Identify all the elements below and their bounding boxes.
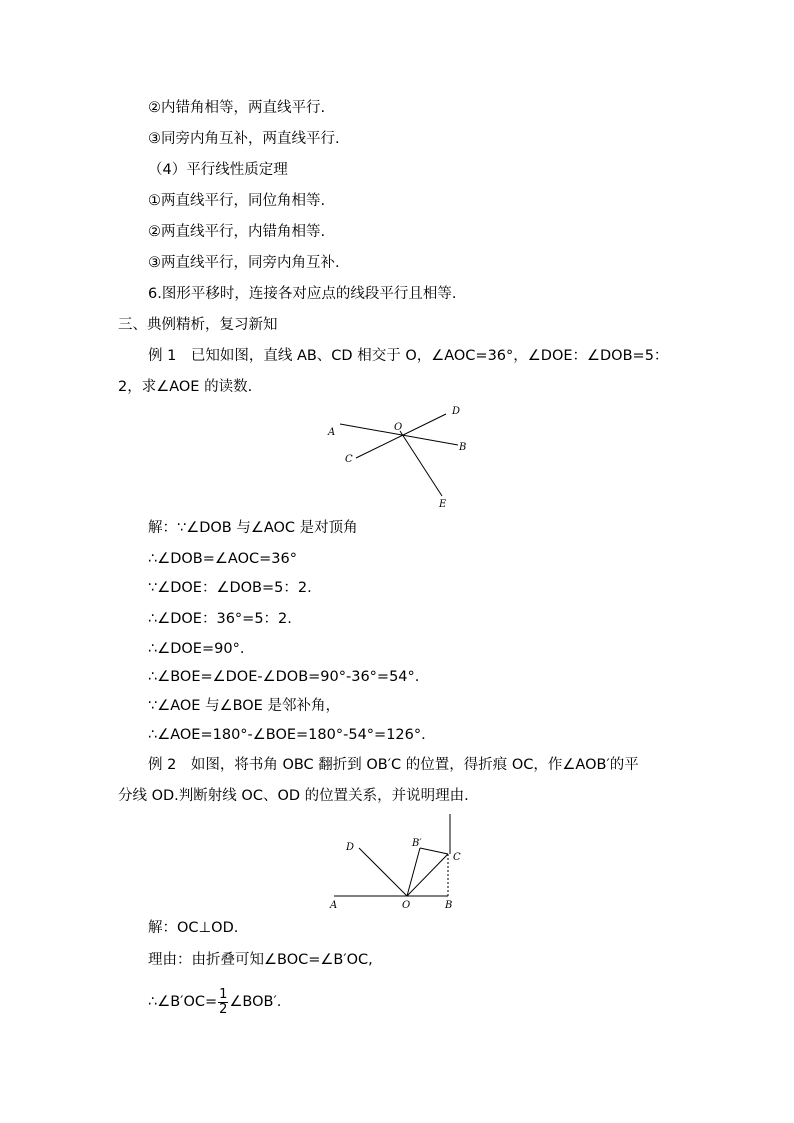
label-d: D [346,842,355,853]
fraction-one-half [218,988,228,1017]
fraction-prefix: ∴∠B′OC= [148,994,218,1010]
figure-1-intersecting-lines [320,400,480,515]
text-line: ③两直线平行，同旁内角互补. [148,255,340,271]
label-b: B [445,900,453,911]
solution-line: ∵∠AOE 与∠BOE 是邻补角， [148,698,340,714]
solution-line: ∴∠DOB=∠AOC=36° [148,551,297,567]
text-line: （4）平行线性质定理 [148,162,288,178]
solution-line: ∴∠DOE：36°=5：2. [148,611,292,627]
figure-2-folded-corner [320,810,480,915]
example-2-text: 分线 OD.判断射线 OC、OD 的位置关系，并说明理由. [118,788,469,804]
text-line: ②内错角相等，两直线平行. [148,100,326,116]
label-b: B [459,442,467,453]
example-1-text: 2，求∠AOE 的读数. [118,379,253,395]
solution-line: 解：∵∠DOB 与∠AOC 是对顶角 [148,520,358,536]
label-c: C [453,852,461,863]
solution-line: 解：OC⊥OD. [148,920,239,936]
solution-line: ∵∠DOE：∠DOB=5：2. [148,580,312,596]
section-heading: 三、典例精析，复习新知 [118,317,278,333]
fraction-numerator: 1 [219,986,228,1002]
label-c: C [345,454,353,465]
text-line: ③同旁内角互补，两直线平行. [148,131,340,147]
label-e: E [439,499,447,510]
text-line: ②两直线平行，内错角相等. [148,224,326,240]
label-a: A [330,900,338,911]
text-line: 6.图形平移时，连接各对应点的线段平行且相等. [148,286,457,302]
solution-line-fraction [148,985,281,1019]
solution-line: ∴∠AOE=180°-∠BOE=180°-54°=126°. [148,727,426,743]
text-line: ①两直线平行，同位角相等. [148,193,326,209]
solution-line: ∴∠BOE=∠DOE-∠DOB=90°-36°=54°. [148,669,420,685]
label-o: O [402,900,411,911]
example-2-text: 例 2 如图，将书角 OBC 翻折到 OB′C 的位置，得折痕 OC，作∠AOB′的平 [148,757,639,773]
example-1-text: 例 1 已知如图，直线 AB、CD 相交于 O，∠AOC=36°，∠DOE：∠DOB=5： [148,348,669,364]
solution-line: 理由：由折叠可知∠BOC=∠B′OC, [148,952,373,968]
fraction-denominator: 2 [219,1001,228,1017]
solution-line: ∴∠DOE=90°. [148,641,245,657]
label-o: O [394,422,403,433]
label-d: D [452,406,461,417]
fraction-suffix: ∠BOB′. [229,994,282,1010]
label-b-prime: B′ [412,838,422,849]
label-a: A [328,427,336,438]
